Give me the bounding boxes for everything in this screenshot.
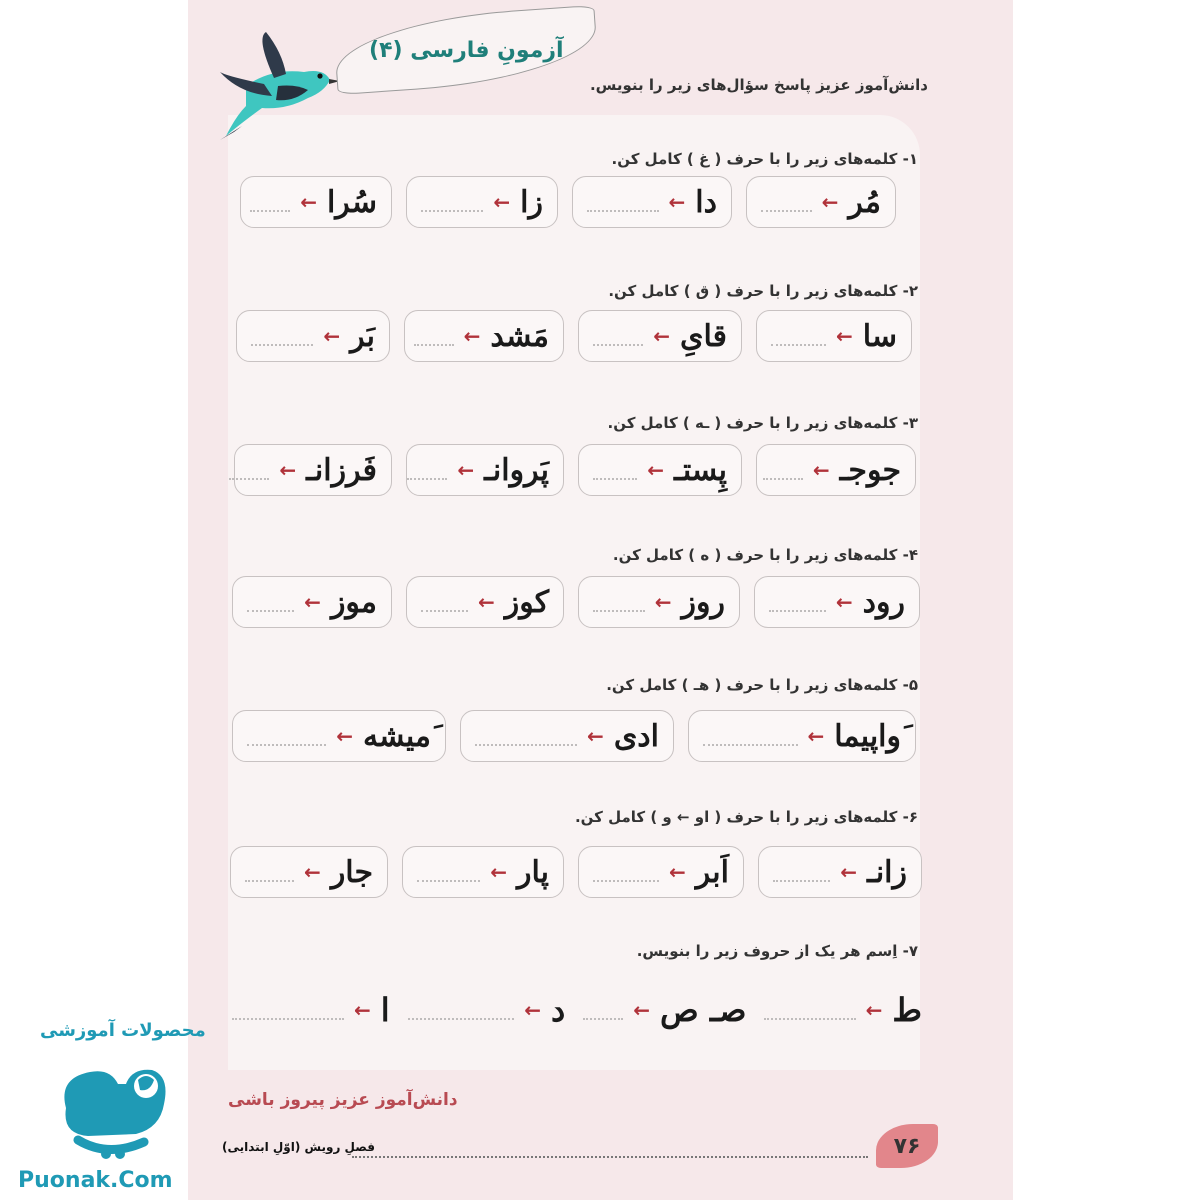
- left-arrow-icon: ←: [647, 458, 665, 482]
- answer-box[interactable]: [578, 310, 742, 362]
- word-stem: ادی: [613, 718, 659, 754]
- question-1-title: ۱- کلمه‌های زیر را با حرف ( غ ) کامل کن.: [611, 150, 918, 168]
- left-arrow-icon: ←: [304, 860, 321, 884]
- left-arrow-icon: ←: [490, 860, 508, 884]
- left-arrow-icon: ←: [668, 190, 686, 214]
- letter-answer[interactable]: [232, 991, 390, 1029]
- answer-box[interactable]: [460, 710, 674, 762]
- letter-answer[interactable]: [764, 991, 922, 1029]
- store-url: Puonak.Com: [18, 1168, 173, 1193]
- word-stem: رود: [862, 584, 905, 620]
- left-arrow-icon: ←: [835, 590, 853, 614]
- answer-box[interactable]: [240, 176, 392, 228]
- word-stem: پِستـ: [674, 452, 727, 488]
- answer-line[interactable]: [593, 326, 643, 346]
- answer-line[interactable]: [421, 192, 483, 212]
- answer-box[interactable]: [236, 310, 390, 362]
- answer-box[interactable]: [230, 846, 388, 898]
- letter-glyph: ا: [380, 991, 390, 1029]
- left-arrow-icon: ←: [835, 324, 853, 348]
- left-arrow-icon: ←: [304, 590, 321, 614]
- left-arrow-icon: ←: [353, 998, 371, 1022]
- left-arrow-icon: ←: [865, 998, 883, 1022]
- left-arrow-icon: ←: [463, 324, 481, 348]
- answer-line[interactable]: [703, 726, 798, 746]
- question-6-title: ۶- کلمه‌های زیر را با حرف ( او ← و ) کامل کن.: [574, 808, 918, 826]
- letter-glyph: صـ ص: [660, 991, 747, 1029]
- question-5-row: [232, 710, 916, 762]
- answer-box[interactable]: [578, 846, 744, 898]
- answer-line[interactable]: [593, 862, 659, 882]
- word-stem: َمیشه: [363, 718, 431, 754]
- answer-line[interactable]: [417, 862, 480, 882]
- footer-dotted-line: [352, 1156, 868, 1158]
- answer-box[interactable]: [406, 444, 564, 496]
- question-7-title: ۷- اِسم هر یک از حروف زیر را بنویس.: [636, 942, 918, 960]
- left-arrow-icon: ←: [323, 324, 341, 348]
- answer-box[interactable]: [756, 444, 916, 496]
- word-stem: روز: [681, 584, 725, 620]
- left-arrow-icon: ←: [336, 724, 354, 748]
- question-4-title: ۴- کلمه‌های زیر را با حرف ( ه ) کامل کن.: [612, 546, 918, 564]
- answer-line[interactable]: [247, 726, 326, 746]
- word-stem: اَبر: [695, 854, 729, 890]
- left-arrow-icon: ←: [633, 998, 650, 1022]
- answer-line[interactable]: [251, 326, 313, 346]
- answer-line[interactable]: [761, 192, 812, 212]
- left-arrow-icon: ←: [654, 590, 672, 614]
- answer-box[interactable]: [578, 576, 740, 628]
- left-arrow-icon: ←: [524, 998, 541, 1022]
- left-arrow-icon: ←: [477, 590, 495, 614]
- answer-line[interactable]: [247, 592, 294, 612]
- answer-box[interactable]: [406, 576, 564, 628]
- answer-line[interactable]: [232, 1000, 344, 1020]
- question-4-row: [232, 576, 920, 628]
- letter-answer[interactable]: [583, 991, 746, 1029]
- word-stem: سا: [862, 318, 897, 354]
- answer-box[interactable]: [232, 576, 392, 628]
- answer-line[interactable]: [475, 726, 577, 746]
- exam-title: آزمونِ فارسی (۴): [368, 37, 564, 63]
- word-stem: بَر: [350, 318, 375, 354]
- answer-line[interactable]: [408, 1000, 515, 1020]
- answer-line[interactable]: [414, 326, 454, 346]
- answer-box[interactable]: [688, 710, 916, 762]
- answer-line[interactable]: [229, 460, 269, 480]
- left-arrow-icon: ←: [300, 190, 317, 214]
- bird-illustration: [216, 28, 346, 140]
- answer-box[interactable]: [406, 176, 558, 228]
- answer-line[interactable]: [764, 1000, 855, 1020]
- left-arrow-icon: ←: [279, 458, 297, 482]
- answer-line[interactable]: [407, 460, 447, 480]
- answer-box[interactable]: [404, 310, 564, 362]
- answer-line[interactable]: [769, 592, 826, 612]
- left-arrow-icon: ←: [821, 190, 839, 214]
- puonak-logo: [48, 1050, 173, 1165]
- question-6-row: [230, 846, 922, 898]
- encouragement-text: دانش‌آموز عزیز پیروز باشی: [228, 1090, 458, 1110]
- question-1-row: [240, 176, 896, 228]
- answer-line[interactable]: [587, 192, 659, 212]
- question-3-title: ۳- کلمه‌های زیر را با حرف ( ـه ) کامل کن.: [607, 414, 918, 432]
- left-arrow-icon: ←: [668, 860, 686, 884]
- answer-box[interactable]: [758, 846, 922, 898]
- word-stem: قایِ: [680, 318, 727, 354]
- word-stem: زانـ: [867, 854, 907, 890]
- question-5-title: ۵- کلمه‌های زیر را با حرف ( هـ ) کامل کن.: [606, 676, 918, 694]
- answer-box[interactable]: [234, 444, 392, 496]
- word-stem: کوز: [504, 584, 549, 620]
- book-series-name: فصلِ رویش (اوّلِ ابتدایی): [222, 1140, 375, 1154]
- answer-line[interactable]: [421, 592, 468, 612]
- question-2-row: [236, 310, 912, 362]
- answer-box[interactable]: [402, 846, 564, 898]
- answer-box[interactable]: [746, 176, 896, 228]
- answer-line[interactable]: [763, 460, 803, 480]
- word-stem: پار: [517, 854, 549, 890]
- word-stem: زا: [520, 184, 543, 220]
- answer-box[interactable]: [572, 176, 732, 228]
- word-stem: مَشد: [490, 318, 549, 354]
- word-stem: موز: [330, 584, 377, 620]
- answer-box[interactable]: [754, 576, 920, 628]
- letter-answer[interactable]: [408, 991, 566, 1029]
- answer-box[interactable]: [578, 444, 742, 496]
- question-7-row: [232, 980, 922, 1040]
- word-stem: دا: [695, 184, 717, 220]
- store-name: محصولات آموزشی: [40, 1020, 206, 1041]
- left-arrow-icon: ←: [587, 724, 604, 748]
- word-stem: فَرزانـ: [306, 452, 377, 488]
- question-3-row: [234, 444, 916, 496]
- word-stem: جوجـ: [839, 452, 901, 488]
- word-stem: مُر: [848, 184, 881, 220]
- left-arrow-icon: ←: [840, 860, 858, 884]
- answer-box[interactable]: [232, 710, 446, 762]
- page-number: ۷۶: [876, 1124, 938, 1168]
- left-arrow-icon: ←: [457, 458, 475, 482]
- left-arrow-icon: ←: [653, 324, 671, 348]
- left-arrow-icon: ←: [807, 724, 825, 748]
- answer-line[interactable]: [250, 192, 290, 212]
- word-stem: جار: [330, 854, 373, 890]
- word-stem: سُرا: [326, 184, 377, 220]
- answer-line[interactable]: [593, 460, 637, 480]
- answer-box[interactable]: [756, 310, 912, 362]
- question-2-title: ۲- کلمه‌های زیر را با حرف ( ق ) کامل کن.: [608, 282, 918, 300]
- answer-line[interactable]: [773, 862, 830, 882]
- word-stem: َواپیما: [834, 718, 901, 754]
- left-arrow-icon: ←: [812, 458, 830, 482]
- answer-line[interactable]: [583, 1000, 623, 1020]
- letter-glyph: د: [550, 991, 566, 1029]
- letter-glyph: ط: [892, 991, 922, 1029]
- answer-line[interactable]: [593, 592, 645, 612]
- left-arrow-icon: ←: [493, 190, 511, 214]
- word-stem: پَروانـ: [484, 452, 549, 488]
- answer-line[interactable]: [771, 326, 826, 346]
- instruction-text: دانش‌آموز عزیز پاسخ سؤال‌های زیر را بنویس.: [589, 76, 928, 94]
- answer-line[interactable]: [245, 862, 294, 882]
